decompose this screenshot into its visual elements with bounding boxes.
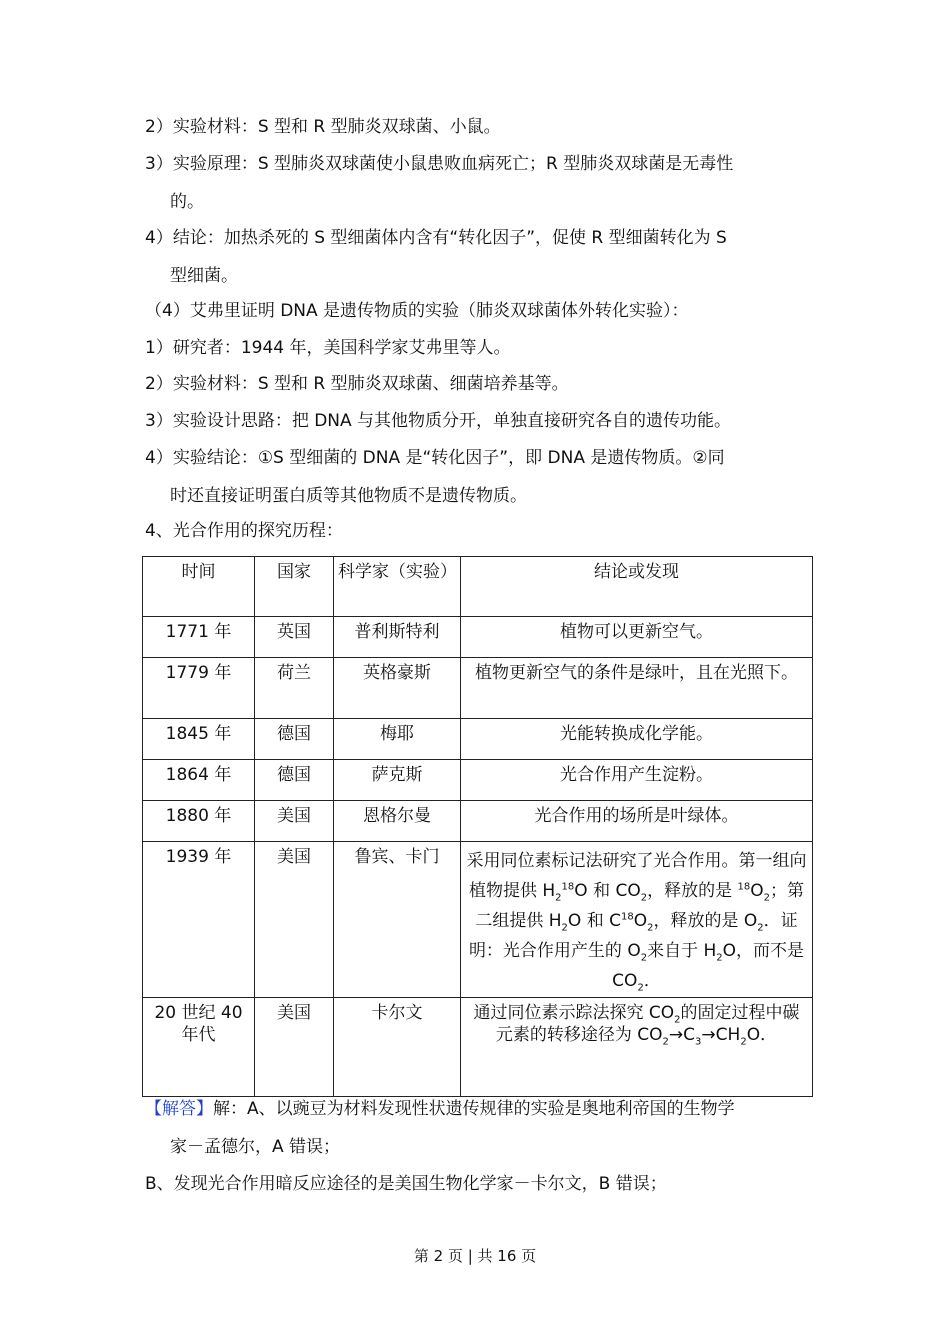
finding-text: 植物可以更新空气。 bbox=[560, 622, 713, 642]
finding-text: 来自于 H bbox=[647, 941, 717, 961]
table-row bbox=[143, 719, 813, 760]
formula-sup: 18 bbox=[561, 881, 575, 893]
finding-text: 光合作用的场所是叶绿体。 bbox=[534, 806, 739, 826]
table-row bbox=[143, 658, 813, 719]
finding-text: O，而不是 CO bbox=[612, 941, 805, 991]
finding-text: O 和 C bbox=[567, 911, 621, 931]
formula-sub: 2 bbox=[640, 892, 648, 904]
time-cell: 1939 年 bbox=[143, 842, 255, 998]
formula-sup: 18 bbox=[620, 911, 634, 923]
time-cell: 1864 年 bbox=[143, 760, 255, 801]
scientist-cell: 英格豪斯 bbox=[334, 658, 461, 719]
time-cell: 1771 年 bbox=[143, 617, 255, 658]
scientist-cell: 梅耶 bbox=[334, 719, 461, 760]
scientist-cell: 鲁宾、卡门 bbox=[334, 842, 461, 998]
finding-cell bbox=[461, 842, 813, 998]
time-cell: 1845 年 bbox=[143, 719, 255, 760]
photosynthesis-history-table bbox=[142, 556, 813, 1097]
country-cell: 美国 bbox=[255, 842, 334, 998]
formula-sub: 2 bbox=[757, 922, 764, 934]
finding-text: 通过同位素示踪法探究 CO bbox=[473, 1003, 675, 1023]
finding-text: →CH bbox=[701, 1025, 741, 1045]
scientist-cell: 卡尔文 bbox=[334, 998, 461, 1097]
finding-text: ，释放的是 O bbox=[653, 911, 758, 931]
finding-text: 光合作用产生淀粉。 bbox=[560, 765, 713, 785]
time-cell: 1880 年 bbox=[143, 801, 255, 842]
formula-sub: 2 bbox=[555, 892, 562, 904]
country-cell: 德国 bbox=[255, 760, 334, 801]
table-header-row bbox=[143, 557, 813, 617]
paragraph: 2）实验材料：S 型和 R 型肺炎双球菌、细菌培养基等。 bbox=[145, 374, 569, 394]
time-cell: 1779 年 bbox=[143, 658, 255, 719]
scientist-cell: 恩格尔曼 bbox=[334, 801, 461, 842]
formula-sub: 2 bbox=[662, 1036, 669, 1048]
section-heading: （4）艾弗里证明 DNA 是遗传物质的实验（肺炎双球菌体外转化实验）： bbox=[145, 301, 689, 321]
finding-text: O bbox=[633, 911, 648, 931]
table-row bbox=[143, 801, 813, 842]
finding-text: O bbox=[750, 881, 764, 901]
finding-text: 采用同位素标记法研究了光合作用。第一组向植物提供 H bbox=[466, 851, 807, 901]
formula-sub: 3 bbox=[695, 1036, 702, 1048]
formula-sub: 2 bbox=[640, 952, 648, 964]
finding-cell bbox=[461, 719, 813, 760]
finding-cell bbox=[461, 760, 813, 801]
answer-label: 【解答】 bbox=[145, 1099, 213, 1119]
formula-sub: 2 bbox=[674, 1014, 681, 1026]
paragraph: 时还直接证明蛋白质等其他物质不是遗传物质。 bbox=[170, 486, 527, 506]
finding-text: 植物更新空气的条件是绿叶，且在光照下。 bbox=[475, 663, 798, 683]
page-footer: 第 2 页 | 共 16 页 bbox=[413, 1247, 537, 1265]
answer-line bbox=[145, 1099, 735, 1119]
country-cell: 德国 bbox=[255, 719, 334, 760]
formula-sub: 2 bbox=[637, 982, 644, 994]
paragraph: 2）实验材料：S 型和 R 型肺炎双球菌、小鼠。 bbox=[145, 117, 501, 137]
table-row bbox=[143, 842, 813, 998]
paragraph: 型细菌。 bbox=[170, 266, 238, 286]
section-heading: 4、光合作用的探究历程： bbox=[145, 521, 343, 541]
finding-text: ，释放的是 bbox=[647, 881, 738, 901]
finding-cell bbox=[461, 801, 813, 842]
answer-line: 家－孟德尔，A 错误； bbox=[170, 1137, 341, 1157]
header-cell: 科学家（实验） bbox=[334, 557, 461, 617]
formula-sub: 2 bbox=[716, 952, 723, 964]
formula-sub: 2 bbox=[561, 922, 568, 934]
country-cell: 美国 bbox=[255, 998, 334, 1097]
scientist-cell: 萨克斯 bbox=[334, 760, 461, 801]
paragraph: 的。 bbox=[170, 192, 204, 212]
finding-text: ．证明：光合作用产生的 O bbox=[468, 911, 798, 961]
header-cell: 时间 bbox=[143, 557, 255, 617]
scientist-cell: 普利斯特利 bbox=[334, 617, 461, 658]
paragraph: 3）实验原理：S 型肺炎双球菌使小鼠患败血病死亡；R 型肺炎双球菌是无毒性 bbox=[145, 154, 734, 174]
paragraph: 1）研究者：1944 年，美国科学家艾弗里等人。 bbox=[145, 338, 511, 358]
paragraph: 3）实验设计思路：把 DNA 与其他物质分开，单独直接研究各自的遗传功能。 bbox=[145, 411, 732, 431]
finding-cell bbox=[461, 617, 813, 658]
country-cell: 荷兰 bbox=[255, 658, 334, 719]
finding-text: 的固定过程中碳元素的转移途径为 CO bbox=[495, 1003, 800, 1045]
paragraph: 4）实验结论：①S 型细菌的 DNA 是“转化因子”，即 DNA 是遗传物质。②同 bbox=[145, 448, 725, 468]
finding-text: ；第二组提供 H bbox=[475, 881, 805, 931]
table-row bbox=[143, 617, 813, 658]
paragraph: 4）结论：加热杀死的 S 型细菌体内含有“转化因子”，促使 R 型细菌转化为 S bbox=[145, 228, 727, 248]
finding-cell bbox=[461, 658, 813, 719]
table-row bbox=[143, 998, 813, 1097]
formula-sub: 2 bbox=[647, 922, 654, 934]
country-cell: 英国 bbox=[255, 617, 334, 658]
table-row bbox=[143, 760, 813, 801]
finding-text: O． bbox=[746, 1025, 778, 1045]
finding-text: 光能转换成化学能。 bbox=[560, 724, 713, 744]
formula-sub: 2 bbox=[740, 1036, 747, 1048]
header-cell: 结论或发现 bbox=[461, 557, 813, 617]
formula-sup: 18 bbox=[737, 881, 751, 893]
formula-sub: 2 bbox=[763, 892, 771, 904]
answer-line: B、发现光合作用暗反应途径的是美国生物化学家－卡尔文，B 错误； bbox=[145, 1174, 667, 1194]
header-cell: 国家 bbox=[255, 557, 334, 617]
finding-cell bbox=[461, 998, 813, 1097]
finding-text: ． bbox=[643, 971, 661, 991]
time-cell: 20 世纪 40 年代 bbox=[143, 998, 255, 1097]
finding-text: →C bbox=[668, 1025, 696, 1045]
country-cell: 美国 bbox=[255, 801, 334, 842]
answer-text: 解：A、以豌豆为材料发现性状遗传规律的实验是奥地利帝国的生物学 bbox=[213, 1099, 735, 1119]
finding-text: O 和 CO bbox=[574, 881, 641, 901]
